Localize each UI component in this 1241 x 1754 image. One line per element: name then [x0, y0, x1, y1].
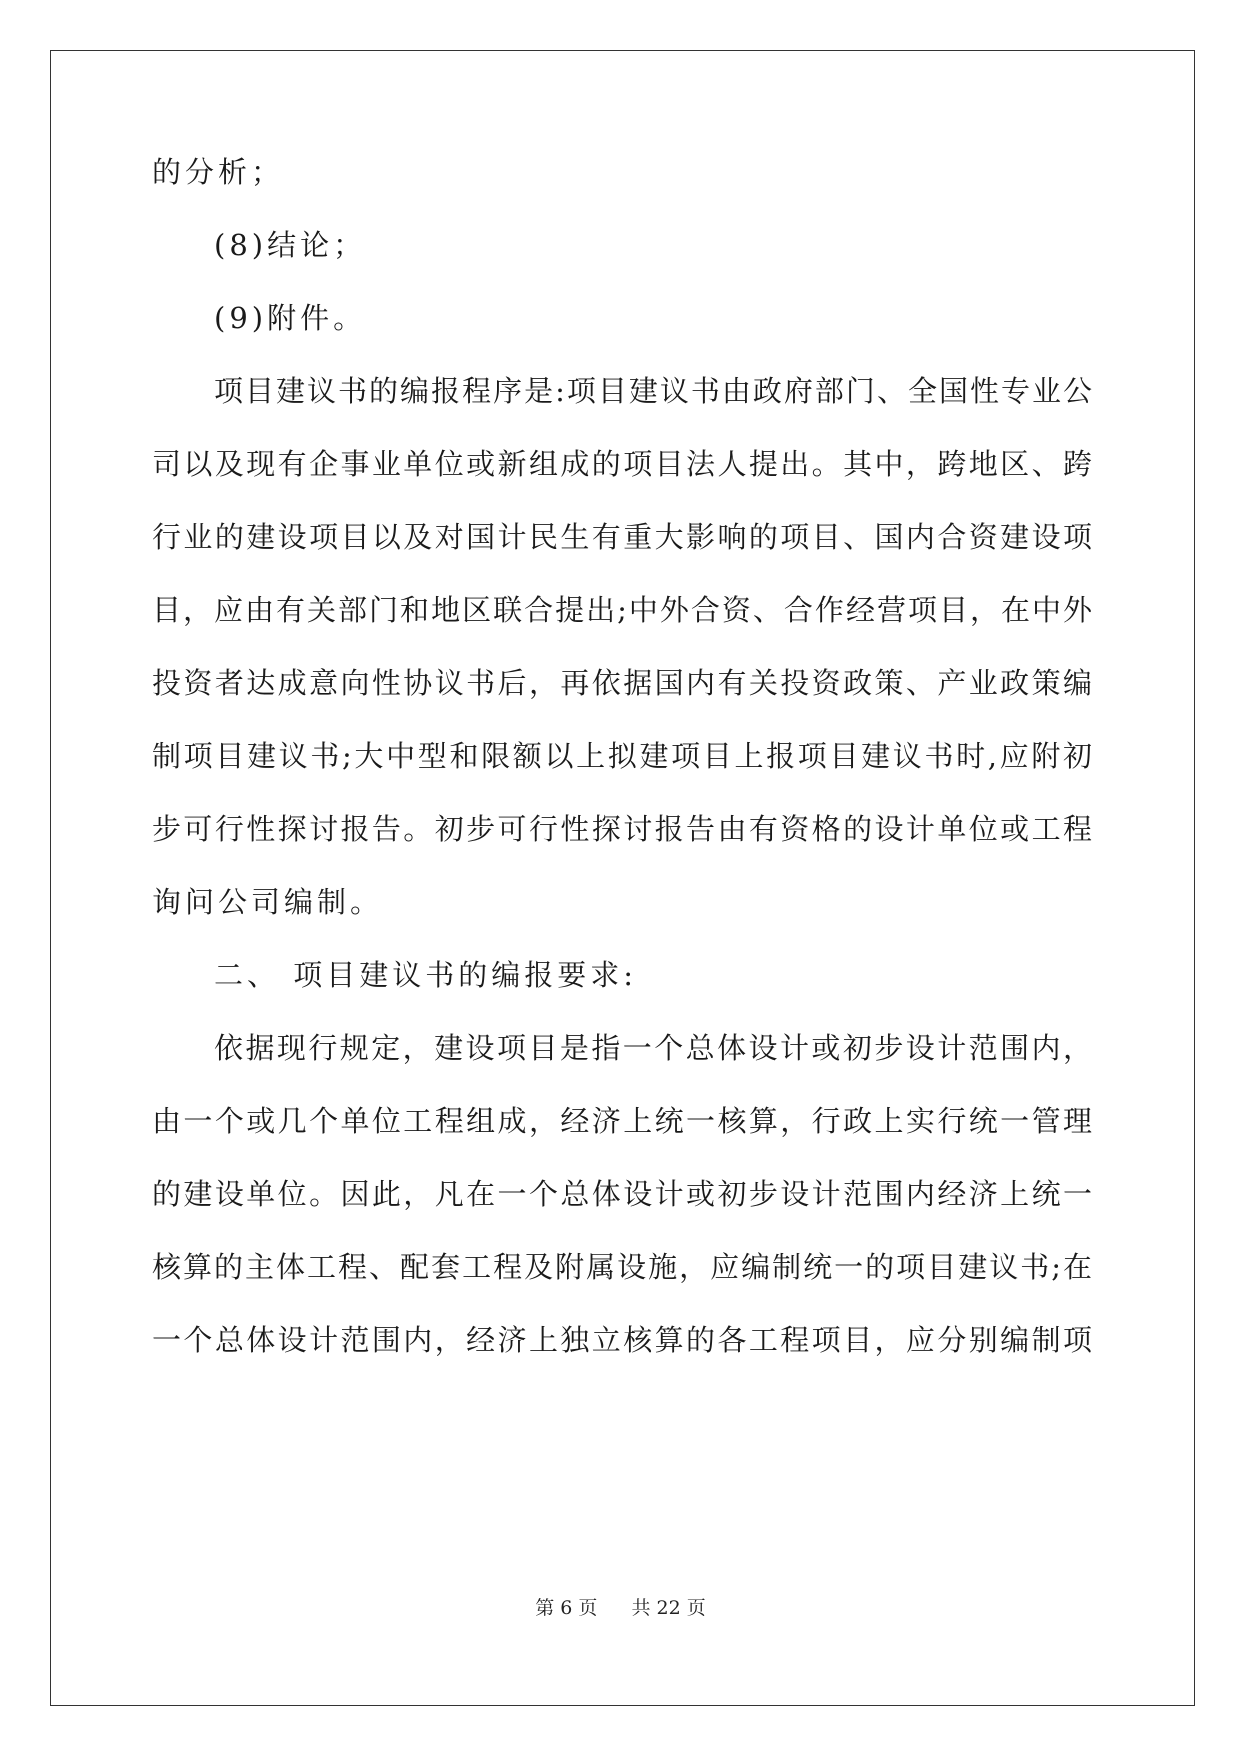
paragraph-line: 询问公司编制。 — [152, 885, 384, 919]
paragraph-line: 核算的主体工程、配套工程及附属设施，应编制统一的项目建议书;在 — [152, 1250, 1092, 1284]
paragraph-line: 的建设单位。因此，凡在一个总体设计或初步设计范围内经济上统一 — [152, 1177, 1092, 1211]
page-footer — [0, 1596, 1241, 1620]
paragraph-line: 由一个或几个单位工程组成，经济上统一核算，行政上实行统一管理 — [152, 1104, 1092, 1138]
paragraph-line: 步可行性探讨报告。初步可行性探讨报告由有资格的设计单位或工程 — [152, 812, 1092, 846]
total-pages: 共 22 页 — [631, 1597, 706, 1619]
paragraph-line: 行业的建设项目以及对国计民生有重大影响的项目、国内合资建设项 — [152, 520, 1092, 554]
list-item: (8)结论； — [214, 228, 367, 262]
paragraph-line: 投资者达成意向性协议书后，再依据国内有关投资政策、产业政策编 — [152, 666, 1092, 700]
page-number: 第 6 页 — [535, 1597, 598, 1619]
paragraph-line: 依据现行规定，建设项目是指一个总体设计或初步设计范围内， — [214, 1031, 1092, 1065]
paragraph-line: 项目建议书的编报程序是:项目建议书由政府部门、全国性专业公 — [214, 374, 1092, 408]
paragraph-line: 制项目建议书;大中型和限额以上拟建项目上报项目建议书时,应附初 — [152, 739, 1092, 773]
paragraph-line: 司以及现有企事业单位或新组成的项目法人提出。其中，跨地区、跨 — [152, 447, 1092, 481]
section-heading: 二、 项目建议书的编报要求: — [214, 958, 637, 992]
paragraph-line: 目，应由有关部门和地区联合提出;中外合资、合作经营项目，在中外 — [152, 593, 1092, 627]
list-item: (9)附件。 — [214, 301, 367, 335]
text-line: 的分析； — [152, 155, 285, 189]
paragraph-line: 一个总体设计范围内，经济上独立核算的各工程项目，应分别编制项 — [152, 1323, 1092, 1357]
